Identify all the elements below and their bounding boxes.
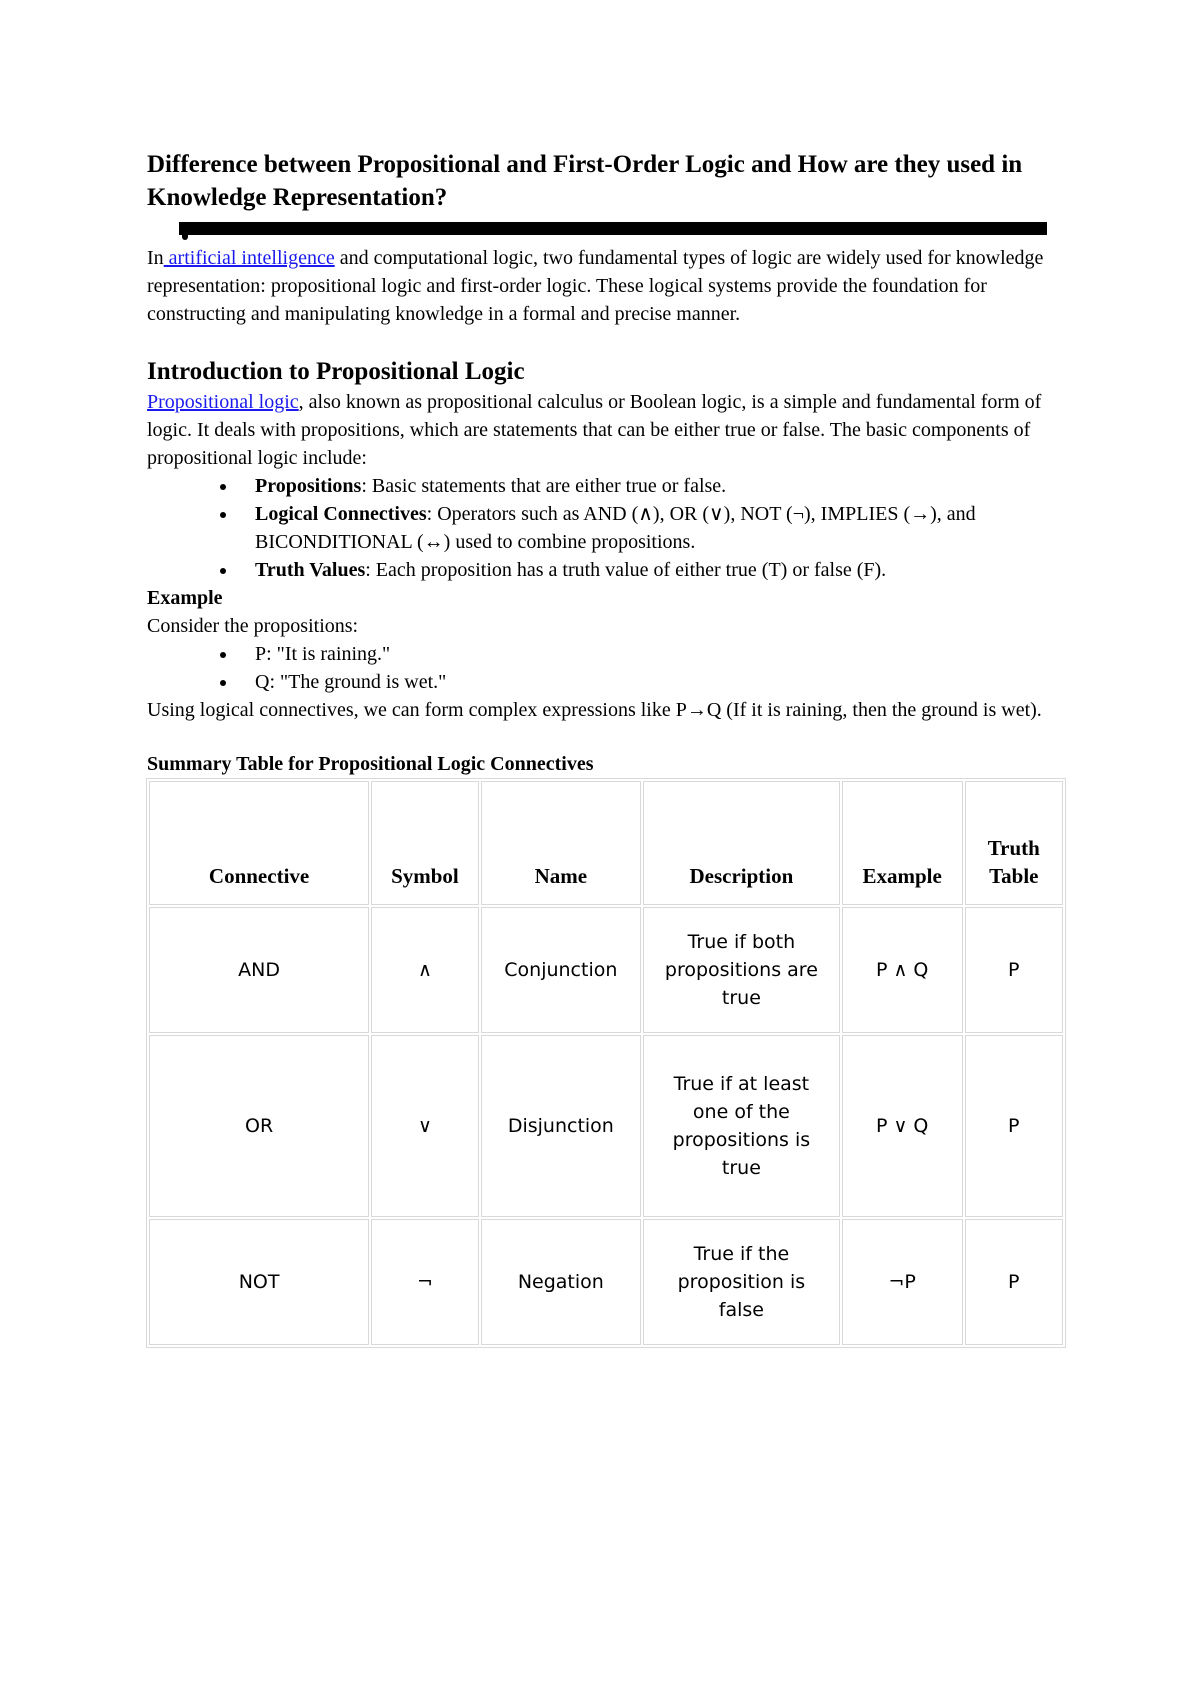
component-term: Truth Values (255, 559, 366, 581)
table-cell: P ∨ Q (842, 1035, 963, 1217)
table-header-row (149, 781, 1063, 905)
header-cell: Description (643, 781, 840, 905)
table-cell: ∨ (371, 1035, 479, 1217)
header-cell: Connective (149, 781, 369, 905)
list-item (255, 556, 1065, 584)
intro-paragraph (147, 244, 1065, 328)
table-cell: True if both propositions are true (643, 907, 840, 1033)
document-page (147, 148, 1065, 1348)
table-cell: True if the proposition is false (643, 1219, 840, 1345)
link-artificial-intelligence[interactable]: artificial intelligence (163, 247, 335, 269)
table-cell: Conjunction (481, 907, 641, 1033)
component-term: Logical Connectives (255, 503, 427, 525)
table-row (149, 1035, 1063, 1217)
table-cell: P (965, 1219, 1063, 1345)
table-cell: OR (149, 1035, 369, 1217)
list-item: Q: "The ground is wet." (255, 668, 1065, 696)
intro-rest: and computational logic, two fundamental types of logic are widely used for knowledge representation: propositional logic and first-order logic. These logical systems provide the foundation for constructing and manipulating knowledge in a formal and precise manner. (147, 247, 1044, 325)
table-cell: P (965, 907, 1063, 1033)
example-intro: Consider the propositions: (147, 615, 359, 637)
table-cell: ¬P (842, 1219, 963, 1345)
section-paragraph (147, 388, 1065, 472)
rule-bar (179, 222, 1047, 235)
table-cell: AND (149, 907, 369, 1033)
intro-lead: In (147, 247, 164, 269)
header-cell: Name (481, 781, 641, 905)
component-term: Propositions (255, 475, 362, 497)
table-row (149, 1219, 1063, 1345)
header-cell: Example (842, 781, 963, 905)
table-cell: Negation (481, 1219, 641, 1345)
table-cell: P (965, 1035, 1063, 1217)
example-heading: Example (147, 587, 223, 609)
table-cell: P ∧ Q (842, 907, 963, 1033)
connectives-table (146, 778, 1066, 1348)
components-list (147, 472, 1065, 584)
list-item: P: "It is raining." (255, 640, 1065, 668)
list-item (255, 472, 1065, 500)
header-cell: Symbol (371, 781, 479, 905)
table-row (149, 907, 1063, 1033)
table-caption: Summary Table for Propositional Logic Connectives (147, 753, 594, 775)
table-cell: ¬ (371, 1219, 479, 1345)
list-item (255, 500, 1065, 556)
document-title: Difference between Propositional and First-Order Logic and How are they used in Knowledge Representation? (147, 151, 1023, 211)
table-cell: ∧ (371, 907, 479, 1033)
rule-dot (182, 228, 188, 240)
component-desc: : Basic statements that are either true or false. (361, 475, 727, 497)
table-cell: Disjunction (481, 1035, 641, 1217)
component-desc: : Operators such as AND (∧), OR (∨), NOT (¬), IMPLIES (→), and BICONDITIONAL (↔) used to combine propositions. (255, 503, 976, 553)
table-cell: True if at least one of the propositions is true (643, 1035, 840, 1217)
example-list (147, 640, 1065, 696)
section-text: , also known as propositional calculus or Boolean logic, is a simple and fundamental form of logic. It deals with propositions, which are statements that can be either true or false. The basic components of propositional logic include: (147, 391, 1042, 469)
header-cell: Truth Table (965, 781, 1063, 905)
example-outro: Using logical connectives, we can form complex expressions like P→Q (If it is raining, then the ground is wet). (147, 699, 1042, 721)
horizontal-rule (147, 214, 1065, 244)
table-cell: NOT (149, 1219, 369, 1345)
link-propositional-logic[interactable]: Propositional logic (147, 391, 299, 413)
component-desc: : Each proposition has a truth value of either true (T) or false (F). (365, 559, 887, 581)
section-heading: Introduction to Propositional Logic (147, 358, 525, 385)
